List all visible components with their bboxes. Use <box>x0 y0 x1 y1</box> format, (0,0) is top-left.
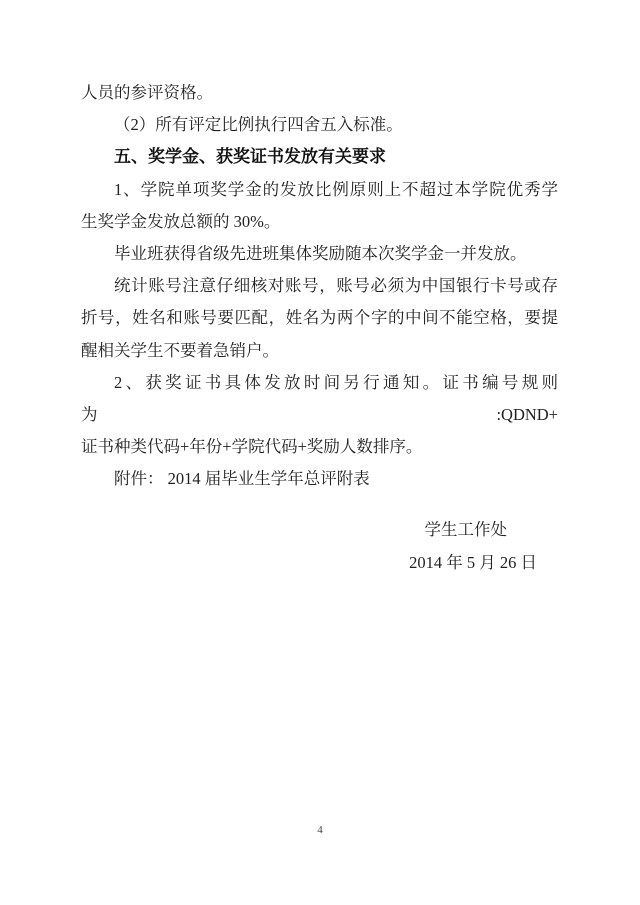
text-line: 生奖学金发放总额的 30%。 <box>81 211 281 231</box>
document-body <box>81 77 558 496</box>
page-number: 4 <box>317 824 323 836</box>
signature-organization: 学生工作处 <box>424 520 507 539</box>
text-line: 毕业班获得省级先进班集体奖励随本次奖学金一并发放。 <box>114 244 527 264</box>
text-line: 1、学院单项奖学金的发放比例原则上不超过本学院优秀学 <box>114 179 558 199</box>
text-line: 人员的参评资格。 <box>81 83 213 102</box>
section-heading: 五、奖学金、获奖证书发放有关要求 <box>114 147 386 167</box>
text-line: （2）所有评定比例执行四舍五入标准。 <box>114 115 403 135</box>
text-line: 折号，姓名和账号要匹配，姓名为两个字的中间不能空格，要提 <box>81 308 558 328</box>
text-line: 醒相关学生不要着急销户。 <box>81 340 279 360</box>
text-line: 统计账号注意仔细核对账号，账号必须为中国银行卡号或存 <box>114 276 558 296</box>
text-line: 附件： 2014 届毕业生学年总评附表 <box>114 469 370 489</box>
signature-date: 2014 年 5 月 26 日 <box>409 553 537 572</box>
text-line: 证书种类代码+年份+学院代码+奖励人数排序。 <box>81 437 423 457</box>
text-line: 2、获奖证书具体发放时间另行通知。证书编号规则为:QDND+ <box>81 372 558 425</box>
